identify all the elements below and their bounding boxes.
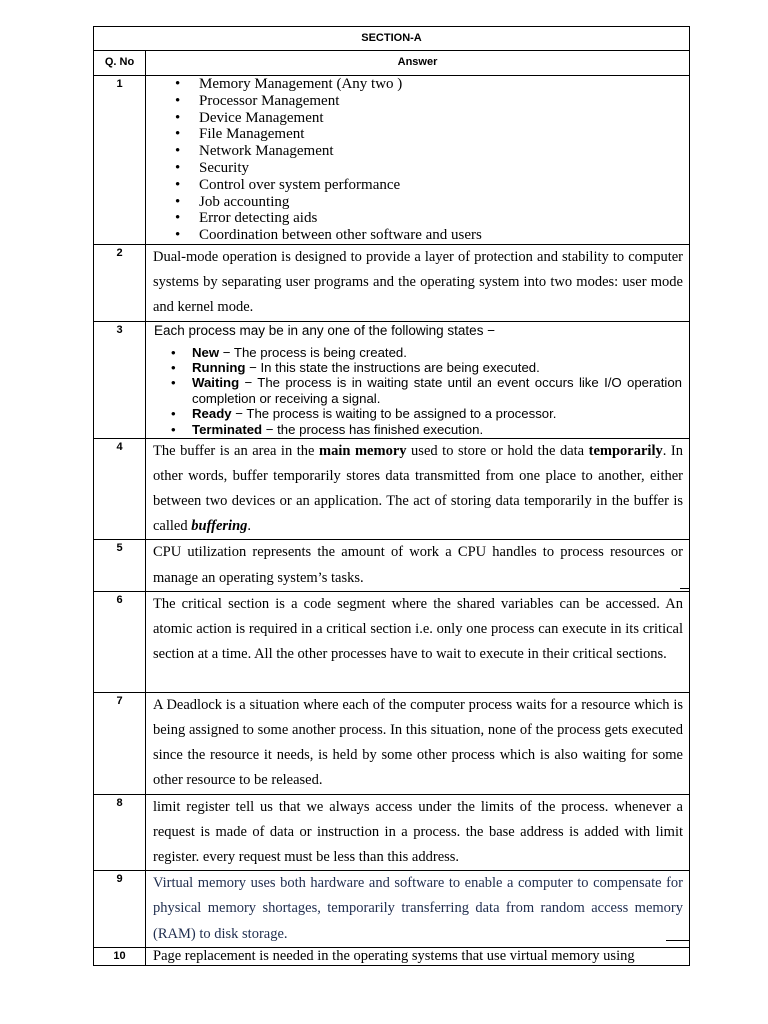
table-row [94, 947, 690, 965]
table-row [94, 321, 690, 438]
text-part: used to store or hold the data [406, 442, 589, 459]
answer-text: CPU utilization represents the amount of work a CPU handles to process resources or manage an operating system’s tasks. [153, 544, 683, 586]
table-row [94, 871, 690, 948]
list-item: • Device Management [146, 110, 689, 127]
answer-cell [146, 438, 690, 540]
process-states-list [146, 345, 689, 437]
emphasis-buffering: buffering [191, 518, 248, 535]
rule-tick [680, 588, 690, 589]
answer-cell [146, 794, 690, 871]
state-description: − The process is waiting to be assigned to a processor. [231, 406, 557, 422]
question-number: 10 [94, 947, 146, 965]
answer-cell [146, 540, 690, 591]
answer-cell [146, 76, 690, 245]
section-title: SECTION-A [94, 27, 690, 51]
state-term: New [192, 344, 220, 360]
list-item: • Control over system performance [146, 177, 689, 194]
list-item: • Network Management [146, 143, 689, 160]
table-row [94, 438, 690, 540]
state-term: Running [192, 360, 246, 376]
list-item: • Processor Management [146, 93, 689, 110]
list-item [146, 345, 689, 360]
list-item [146, 360, 689, 375]
answer-table [93, 26, 690, 966]
answer-text: The critical section is a code segment where the shared variables can be accessed. An atomic action is required in a critical section i.e. only one process can execute in its critical section at a time. All the other processes have to wait to execute in their critical sections. [153, 595, 683, 663]
answer-text: Virtual memory uses both hardware and software to enable a computer to compensate for physical memory shortages, temporarily transferring data from random access memory (RAM) to disk storage. [153, 875, 683, 942]
emphasis-temporarily: temporarily [588, 442, 663, 459]
list-item: • Coordination between other software and users [146, 227, 689, 244]
list-item [146, 375, 689, 406]
state-description: − In this state the instructions are being executed. [245, 360, 540, 376]
answer-cell [146, 591, 690, 692]
answer-cell [146, 321, 690, 438]
os-functions-list [146, 76, 689, 244]
question-number: 3 [94, 321, 146, 438]
list-item: • Job accounting [146, 194, 689, 211]
question-number: 8 [94, 794, 146, 871]
text-part: . In other words, buffer temporarily stores data transmitted from one place to another, either between two devices or an application. The act of storing data temporarily in the buffer is called [153, 442, 683, 535]
question-number: 5 [94, 540, 146, 591]
state-description: − The process is being created. [219, 344, 407, 360]
list-item: • Memory Management (Any two ) [146, 76, 689, 93]
state-term: Terminated [192, 421, 263, 437]
header-row [94, 51, 690, 76]
text-part: . [247, 518, 252, 535]
answer-text: limit register tell us that we always access under the limits of the process. whenever a request is made of data or instruction in a process. the base address is added with limit register. every request must be less than this address. [153, 798, 683, 866]
answer-text: Page replacement is needed in the operating systems that use virtual memory using [153, 947, 635, 964]
list-item: • Security [146, 160, 689, 177]
list-item: • Error detecting aids [146, 210, 689, 227]
table-row [94, 540, 690, 591]
state-term: Waiting [192, 375, 240, 391]
answer-text: Dual-mode operation is designed to provide a layer of protection and stability to computer systems by separating user programs and the operating system into two modes: user mode and kernel mode. [153, 249, 683, 316]
question-number: 2 [94, 245, 146, 322]
text-part: The buffer is an area in the [153, 442, 320, 459]
state-description: − The process is in waiting state until an event occurs like I/O operation completion or receiving a signal. [192, 375, 682, 406]
question-number: 1 [94, 76, 146, 245]
question-number: 9 [94, 871, 146, 948]
list-item [146, 406, 689, 421]
table-row [94, 692, 690, 794]
states-intro: Each process may be in any one of the following states − [154, 322, 496, 338]
answer-cell [146, 871, 690, 948]
section-row [94, 27, 690, 51]
table-row [94, 76, 690, 245]
answer-header: Answer [146, 51, 690, 76]
question-number: 7 [94, 692, 146, 794]
emphasis-main-memory: main memory [319, 442, 407, 459]
table-row [94, 591, 690, 692]
qno-header: Q. No [94, 51, 146, 76]
answer-cell [146, 245, 690, 322]
table-row [94, 794, 690, 871]
answer-text [146, 439, 689, 540]
answer-cell [146, 692, 690, 794]
question-number: 4 [94, 438, 146, 540]
rule-tick [666, 940, 690, 941]
list-item [146, 422, 689, 437]
answer-text: A Deadlock is a situation where each of the computer process waits for a resource which is being assigned to some another process. In this situation, none of the process gets executed since the resource it needs, is held by some other process which is also waiting for some other resource to be released. [153, 696, 683, 789]
table-row [94, 245, 690, 322]
state-description: − the process has finished execution. [262, 421, 484, 437]
list-item: • File Management [146, 126, 689, 143]
question-number: 6 [94, 591, 146, 692]
state-term: Ready [192, 406, 232, 422]
answer-cell [146, 947, 690, 965]
